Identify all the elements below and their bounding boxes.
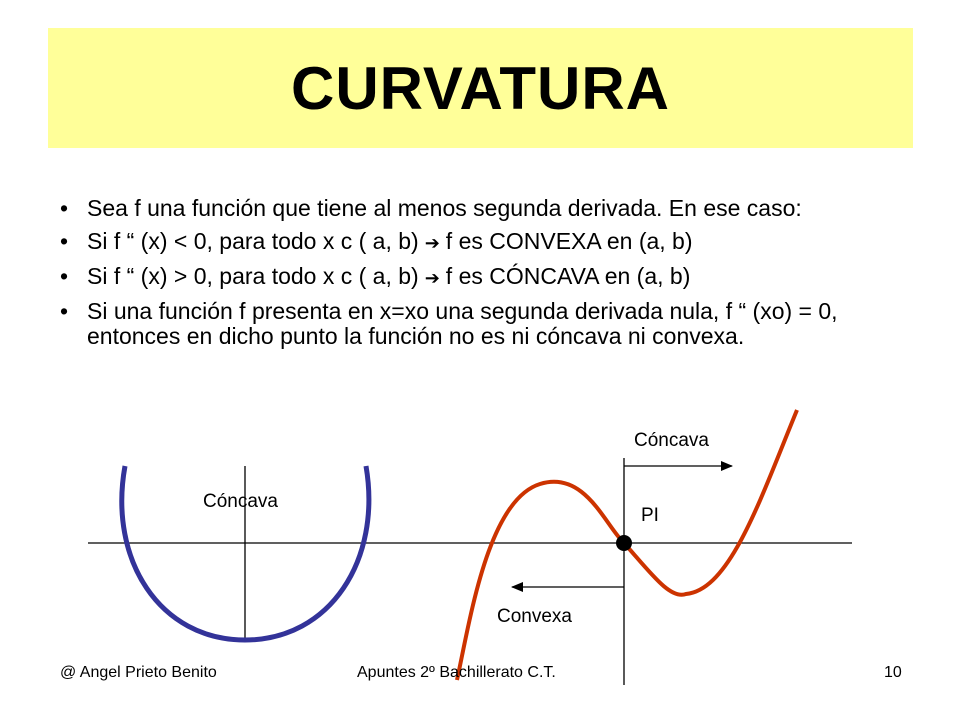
inflection-point-label: PI bbox=[641, 505, 659, 526]
bullet-text-after: f es CONVEXA en (a, b) bbox=[445, 228, 693, 254]
right-concave-label: Cóncava bbox=[634, 430, 709, 451]
bullet-item-3 bbox=[60, 264, 900, 291]
bullet-text: Sea f una función que tiene al menos segunda derivada. En ese caso: bbox=[87, 195, 802, 221]
footer-author: @ Angel Prieto Benito bbox=[60, 664, 217, 681]
bullet-text-after: f es CÓNCAVA en (a, b) bbox=[445, 263, 691, 289]
bullet-text: Si una función f presenta en x=xo una segunda derivada nula, f “ (xo) = 0, entonces en dicho punto la función no es ni cóncava ni convexa. bbox=[87, 298, 838, 349]
bullet-dot: • bbox=[60, 228, 69, 254]
bullet-list bbox=[60, 196, 900, 357]
bullet-dot: • bbox=[60, 195, 69, 221]
bullet-dot: • bbox=[60, 263, 69, 289]
bullet-item-2 bbox=[60, 229, 900, 256]
bullet-text-before: Si f “ (x) < 0, para todo x c ( a, b) bbox=[87, 228, 419, 254]
right-arrow-icon: ➔ bbox=[424, 268, 440, 288]
footer-page-number: 10 bbox=[884, 664, 902, 681]
slide-title: CURVATURA bbox=[291, 54, 670, 122]
footer-course: Apuntes 2º Bachillerato C.T. bbox=[357, 664, 556, 681]
curvature-figure bbox=[0, 400, 960, 690]
bullet-dot: • bbox=[60, 298, 69, 324]
convex-label: Convexa bbox=[497, 606, 572, 627]
bullet-text-before: Si f “ (x) > 0, para todo x c ( a, b) bbox=[87, 263, 419, 289]
title-band bbox=[48, 28, 913, 148]
right-arrow-icon: ➔ bbox=[424, 233, 440, 253]
inflection-point bbox=[616, 535, 632, 551]
bullet-item-1 bbox=[60, 196, 900, 221]
left-concave-label: Cóncava bbox=[203, 491, 278, 512]
bullet-item-4 bbox=[60, 299, 900, 349]
